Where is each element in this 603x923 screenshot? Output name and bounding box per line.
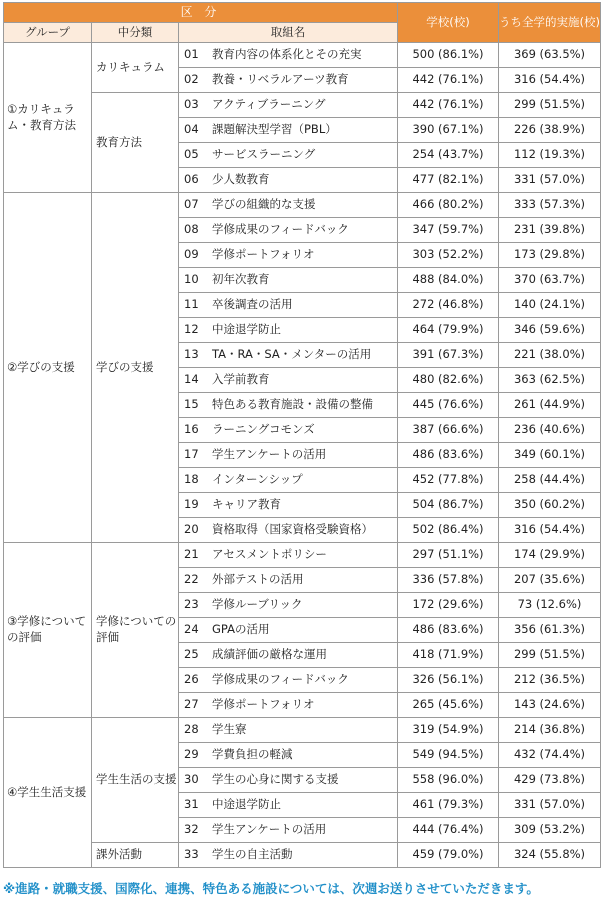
university-wide-value: 299 (51.5%) (499, 93, 601, 118)
schools-value: 272 (46.8%) (398, 293, 499, 318)
initiative-number: 27 (184, 697, 199, 712)
schools-value: 444 (76.4%) (398, 818, 499, 843)
initiative-number: 08 (184, 222, 199, 237)
initiative-cell (179, 343, 398, 368)
initiative-name: キャリア教育 (212, 497, 281, 512)
initiative-name: 外部テストの活用 (212, 572, 304, 587)
initiative-number: 06 (184, 172, 199, 187)
initiative-cell (179, 668, 398, 693)
initiative-name: アクティブラーニング (212, 97, 326, 112)
initiative-name: 少人数教育 (212, 172, 270, 187)
initiative-number: 22 (184, 572, 199, 587)
table-row (4, 543, 601, 568)
initiative-number: 24 (184, 622, 199, 637)
initiative-name: 教養・リベラルアーツ教育 (212, 72, 349, 87)
schools-value: 391 (67.3%) (398, 343, 499, 368)
university-wide-value: 324 (55.8%) (499, 843, 601, 868)
initiative-number: 01 (184, 47, 199, 62)
initiative-name: 卒後調査の活用 (212, 297, 293, 312)
university-wide-value: 429 (73.8%) (499, 768, 601, 793)
university-wide-value: 261 (44.9%) (499, 393, 601, 418)
university-wide-value: 350 (60.2%) (499, 493, 601, 518)
group-cell: ②学びの支援 (4, 193, 92, 543)
schools-value: 336 (57.8%) (398, 568, 499, 593)
university-wide-value: 331 (57.0%) (499, 168, 601, 193)
initiative-number: 04 (184, 122, 199, 137)
schools-header: 学校(校) (398, 3, 499, 43)
initiative-name: 学修ポートフォリオ (212, 247, 315, 262)
middle-category-cell: 課外活動 (92, 843, 179, 868)
university-wide-value: 363 (62.5%) (499, 368, 601, 393)
schools-value: 466 (80.2%) (398, 193, 499, 218)
middle-category-cell: 教育方法 (92, 93, 179, 193)
schools-value: 303 (52.2%) (398, 243, 499, 268)
initiative-cell (179, 93, 398, 118)
university-wide-value: 143 (24.6%) (499, 693, 601, 718)
schools-value: 486 (83.6%) (398, 618, 499, 643)
initiative-name: 特色ある教育施設・設備の整備 (212, 397, 373, 412)
initiative-name: サービスラーニング (212, 147, 316, 162)
initiative-name: 入学前教育 (212, 372, 270, 387)
initiative-name: インターンシップ (212, 472, 303, 487)
initiative-name: 学修成果のフィードバック (212, 222, 349, 237)
schools-value: 347 (59.7%) (398, 218, 499, 243)
schools-value: 442 (76.1%) (398, 68, 499, 93)
university-wide-value: 432 (74.4%) (499, 743, 601, 768)
initiative-name: 学修ルーブリック (212, 597, 303, 612)
group-header: グループ (4, 23, 92, 43)
initiative-number: 07 (184, 197, 199, 212)
schools-value: 418 (71.9%) (398, 643, 499, 668)
university-wide-value: 214 (36.8%) (499, 718, 601, 743)
university-wide-value: 369 (63.5%) (499, 43, 601, 68)
schools-value: 504 (86.7%) (398, 493, 499, 518)
table-row (4, 718, 601, 743)
initiative-number: 16 (184, 422, 199, 437)
middle-category-cell: カリキュラム (92, 43, 179, 93)
table-row (4, 193, 601, 218)
initiative-number: 03 (184, 97, 199, 112)
initiative-cell (179, 768, 398, 793)
university-wide-value: 299 (51.5%) (499, 643, 601, 668)
initiative-cell (179, 318, 398, 343)
initiatives-table (3, 2, 601, 868)
schools-value: 461 (79.3%) (398, 793, 499, 818)
university-wide-value: 112 (19.3%) (499, 143, 601, 168)
university-wide-value: 173 (29.8%) (499, 243, 601, 268)
university-wide-value: 309 (53.2%) (499, 818, 601, 843)
group-cell: ①カリキュラム・教育方法 (4, 43, 92, 193)
initiative-cell (179, 418, 398, 443)
initiative-name: 学費負担の軽減 (212, 747, 293, 762)
initiative-name: 学びの組織的な支援 (212, 197, 316, 212)
schools-value: 442 (76.1%) (398, 93, 499, 118)
university-wide-value: 231 (39.8%) (499, 218, 601, 243)
initiative-name: 学生寮 (212, 722, 247, 737)
schools-value: 549 (94.5%) (398, 743, 499, 768)
initiative-cell (179, 518, 398, 543)
initiative-number: 12 (184, 322, 199, 337)
schools-value: 486 (83.6%) (398, 443, 499, 468)
initiative-number: 20 (184, 522, 199, 537)
university-wide-value: 333 (57.3%) (499, 193, 601, 218)
schools-value: 500 (86.1%) (398, 43, 499, 68)
initiative-name: 学修ポートフォリオ (212, 697, 315, 712)
initiative-cell (179, 843, 398, 868)
initiative-cell (179, 793, 398, 818)
initiative-cell (179, 268, 398, 293)
group-cell: ③学修についての評価 (4, 543, 92, 718)
initiative-number: 05 (184, 147, 199, 162)
initiative-number: 19 (184, 497, 199, 512)
university-wide-value: 316 (54.4%) (499, 518, 601, 543)
initiative-number: 15 (184, 397, 199, 412)
initiative-cell (179, 618, 398, 643)
university-wide-value: 207 (35.6%) (499, 568, 601, 593)
initiative-number: 17 (184, 447, 199, 462)
initiative-number: 02 (184, 72, 199, 87)
initiative-cell (179, 393, 398, 418)
schools-value: 387 (66.6%) (398, 418, 499, 443)
initiative-cell (179, 568, 398, 593)
schools-value: 558 (96.0%) (398, 768, 499, 793)
schools-value: 477 (82.1%) (398, 168, 499, 193)
initiative-name: 学修成果のフィードバック (212, 672, 349, 687)
initiative-cell (179, 243, 398, 268)
initiative-name: ラーニングコモンズ (212, 422, 315, 437)
initiative-cell (179, 818, 398, 843)
initiative-number: 26 (184, 672, 199, 687)
initiative-cell (179, 718, 398, 743)
initiative-cell (179, 218, 398, 243)
initiative-name: 学生の自主活動 (212, 847, 293, 862)
kubun-header: 区 分 (4, 3, 398, 23)
university-wide-header: うち全学的実施(校) (499, 3, 601, 43)
group-cell: ④学生生活支援 (4, 718, 92, 868)
initiative-number: 23 (184, 597, 199, 612)
initiative-name: 学生の心身に関する支援 (212, 772, 339, 787)
initiative-number: 10 (184, 272, 199, 287)
middle-category-cell: 学びの支援 (92, 193, 179, 543)
schools-value: 480 (82.6%) (398, 368, 499, 393)
schools-value: 297 (51.1%) (398, 543, 499, 568)
initiative-name: 中途退学防止 (212, 797, 281, 812)
initiative-cell (179, 293, 398, 318)
initiative-cell (179, 143, 398, 168)
initiative-cell (179, 493, 398, 518)
schools-value: 488 (84.0%) (398, 268, 499, 293)
initiative-name: アセスメントポリシー (212, 547, 327, 562)
initiative-number: 29 (184, 747, 199, 762)
initiative-name: 学生アンケートの活用 (212, 447, 327, 462)
initiative-number: 30 (184, 772, 199, 787)
initiative-number: 18 (184, 472, 199, 487)
schools-value: 390 (67.1%) (398, 118, 499, 143)
initiative-cell (179, 193, 398, 218)
initiative-cell (179, 593, 398, 618)
initiative-cell (179, 368, 398, 393)
university-wide-value: 236 (40.6%) (499, 418, 601, 443)
university-wide-value: 258 (44.4%) (499, 468, 601, 493)
initiative-number: 11 (184, 297, 199, 312)
university-wide-value: 174 (29.9%) (499, 543, 601, 568)
initiative-cell (179, 443, 398, 468)
initiative-name: 課題解決型学習（PBL） (212, 122, 337, 137)
table-row (4, 843, 601, 868)
initiative-cell (179, 43, 398, 68)
middle-category-cell: 学修についての評価 (92, 543, 179, 718)
initiative-name: 資格取得（国家資格受験資格） (212, 522, 373, 537)
initiative-number: 33 (184, 847, 199, 862)
initiative-cell (179, 468, 398, 493)
initiative-cell (179, 118, 398, 143)
middle-category-header: 中分類 (92, 23, 179, 43)
university-wide-value: 356 (61.3%) (499, 618, 601, 643)
table-body (4, 43, 601, 868)
schools-value: 464 (79.9%) (398, 318, 499, 343)
middle-category-cell: 学生生活の支援 (92, 718, 179, 843)
schools-value: 502 (86.4%) (398, 518, 499, 543)
university-wide-value: 212 (36.5%) (499, 668, 601, 693)
schools-value: 265 (45.6%) (398, 693, 499, 718)
initiative-number: 28 (184, 722, 199, 737)
initiative-cell (179, 168, 398, 193)
initiative-number: 13 (184, 347, 199, 362)
university-wide-value: 349 (60.1%) (499, 443, 601, 468)
schools-value: 319 (54.9%) (398, 718, 499, 743)
schools-value: 452 (77.8%) (398, 468, 499, 493)
university-wide-value: 221 (38.0%) (499, 343, 601, 368)
initiative-name: 初年次教育 (212, 272, 270, 287)
schools-value: 459 (79.0%) (398, 843, 499, 868)
schools-value: 326 (56.1%) (398, 668, 499, 693)
initiative-number: 32 (184, 822, 199, 837)
initiative-number: 14 (184, 372, 199, 387)
schools-value: 445 (76.6%) (398, 393, 499, 418)
initiative-name: 中途退学防止 (212, 322, 281, 337)
initiative-number: 21 (184, 547, 199, 562)
initiative-name: 学生アンケートの活用 (212, 822, 327, 837)
initiative-name: 成績評価の厳格な運用 (212, 647, 327, 662)
university-wide-value: 226 (38.9%) (499, 118, 601, 143)
initiative-name: GPAの活用 (212, 622, 270, 637)
initiative-cell (179, 643, 398, 668)
initiative-header: 取組名 (179, 23, 398, 43)
university-wide-value: 370 (63.7%) (499, 268, 601, 293)
initiative-number: 31 (184, 797, 199, 812)
table-row (4, 93, 601, 118)
university-wide-value: 316 (54.4%) (499, 68, 601, 93)
university-wide-value: 331 (57.0%) (499, 793, 601, 818)
initiative-number: 09 (184, 247, 199, 262)
initiative-cell (179, 693, 398, 718)
initiative-cell (179, 543, 398, 568)
initiative-number: 25 (184, 647, 199, 662)
university-wide-value: 140 (24.1%) (499, 293, 601, 318)
initiative-name: TA・RA・SA・メンターの活用 (212, 347, 372, 362)
table-row (4, 43, 601, 68)
initiative-cell (179, 68, 398, 93)
schools-value: 254 (43.7%) (398, 143, 499, 168)
university-wide-value: 73 (12.6%) (499, 593, 601, 618)
footnote: ※進路・就職支援、国際化、連携、特色ある施設については、次週お送りさせていただきます。 (3, 881, 539, 896)
university-wide-value: 346 (59.6%) (499, 318, 601, 343)
initiative-name: 教育内容の体系化とその充実 (212, 47, 362, 62)
schools-value: 172 (29.6%) (398, 593, 499, 618)
initiative-cell (179, 743, 398, 768)
